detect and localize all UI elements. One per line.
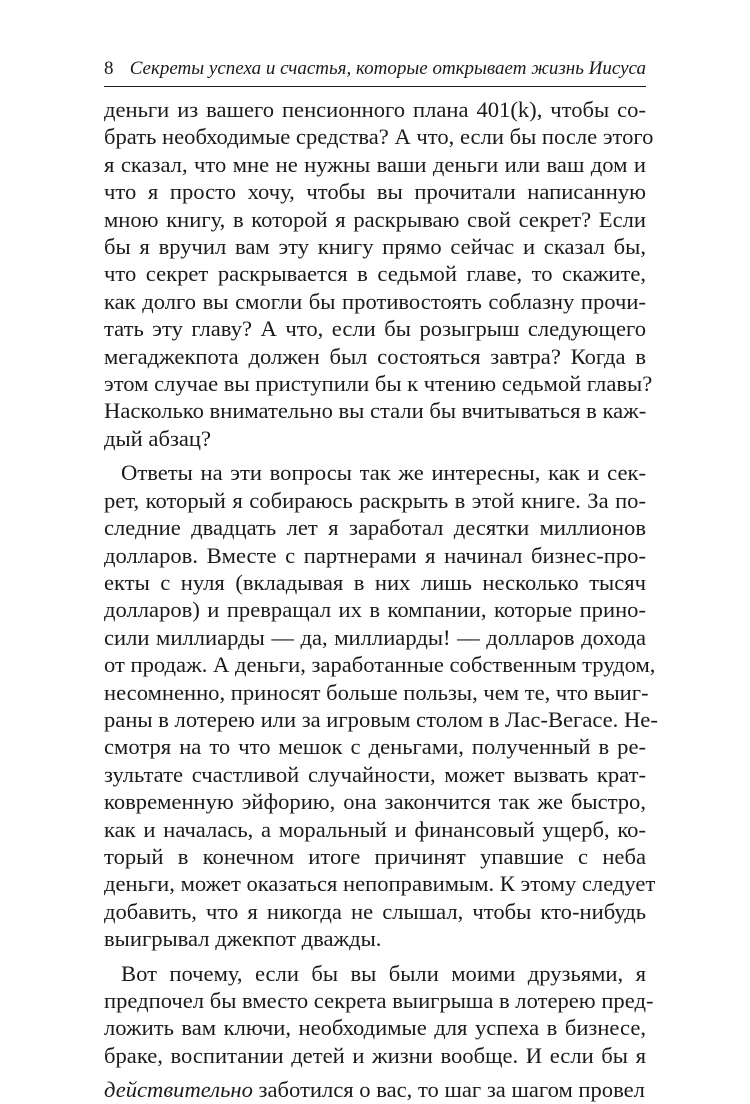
text-line: Ответы на эти вопросы так же интересны, как и сек- [121,460,646,486]
text-line: дый абзац? [104,425,212,451]
text-line: торый в конечном итоге причинят упавшие с неба [104,843,646,869]
text-line: я сказал, что мне не нужны ваши деньги или ваш дом и [104,151,646,177]
running-title: Секреты успеха и счастья, которые открывает жизнь Иисуса [129,58,646,79]
running-header [104,58,646,87]
emphasized-word: действительно [104,1077,253,1103]
text-line: сили миллиарды — да, миллиарды! — долларов дохода [104,624,646,650]
text-line: мегаджекпота должен был состояться завтра? Когда в [104,343,646,369]
text-line: следние двадцать лет я заработал десятки миллионов [104,515,646,541]
paragraph [104,459,658,952]
body-text [104,96,658,1104]
text-line: Насколько внимательно вы стали бы вчитываться в каж- [104,398,647,424]
text-line: деньги из вашего пенсионного плана 401(k), чтобы со- [104,97,646,122]
page-number: 8 [104,58,114,79]
text-line: браке, воспитании детей и жизни вообще. И если бы я [104,1042,646,1068]
text-line: Вот почему, если бы вы были моими друзьями, я [121,960,646,986]
text-line: что секрет раскрывается в седьмой главе, то скажите, [104,261,646,287]
text-line [104,1076,646,1103]
text-line: несомненно, приносят больше пользы, чем те, что выиг- [104,679,649,705]
text-line: ковременную эйфорию, она закончится так же быстро, [104,789,646,815]
text-line: как долго вы смогли бы противостоять соблазну прочи- [104,288,646,314]
text-line: зультате счастливой случайности, может вызвать крат- [104,761,646,787]
text-line: ложить вам ключи, необходимые для успеха в бизнесе, [104,1015,646,1041]
text-line: как и началась, а моральный и финансовый ущерб, ко- [104,816,646,842]
text-line: что я просто хочу, чтобы вы прочитали написанную [104,179,646,205]
text-line: бы я вручил вам эту книгу прямо сейчас и сказал бы, [104,234,646,260]
text-line: долларов. Вместе с партнерами я начинал бизнес-про- [104,542,646,568]
text-line: выигрывал джекпот дважды. [104,926,382,952]
text-line: мною книгу, в которой я раскрываю свой секрет? Если [104,206,646,232]
text-line: деньги, может оказаться непоправимым. К этому следует [104,871,656,897]
text-line: смотря на то что мешок с деньгами, полученный в ре- [104,734,646,760]
text-line: долларов) и превращал их в компании, которые прино- [104,597,646,623]
paragraph [104,96,654,452]
text-line: этом случае вы приступили бы к чтению седьмой главы? [104,371,653,397]
text-line: екты с нуля (вкладывая в них лишь несколько тысяч [104,569,646,595]
text-line: раны в лотерею или за игровым столом в Лас-Вегасе. Не- [104,706,658,732]
text-line: рет, который я собираюсь раскрыть в этой книге. За по- [104,487,646,513]
paragraph [104,960,654,1070]
text-line: предпочел бы вместо секрета выигрыша в лотерею пред- [104,988,654,1013]
text-line: тать эту главу? А что, если бы розыгрыш следующего [104,316,646,342]
text-line: добавить, что я никогда не слышал, чтобы кто-нибудь [104,898,646,924]
text-line: брать необходимые средства? А что, если бы после этого [104,124,654,150]
text-line-rest: заботился о вас, то шаг за шагом провел [252,1077,645,1103]
text-line: от продаж. А деньги, заработанные собственным трудом, [104,652,656,678]
